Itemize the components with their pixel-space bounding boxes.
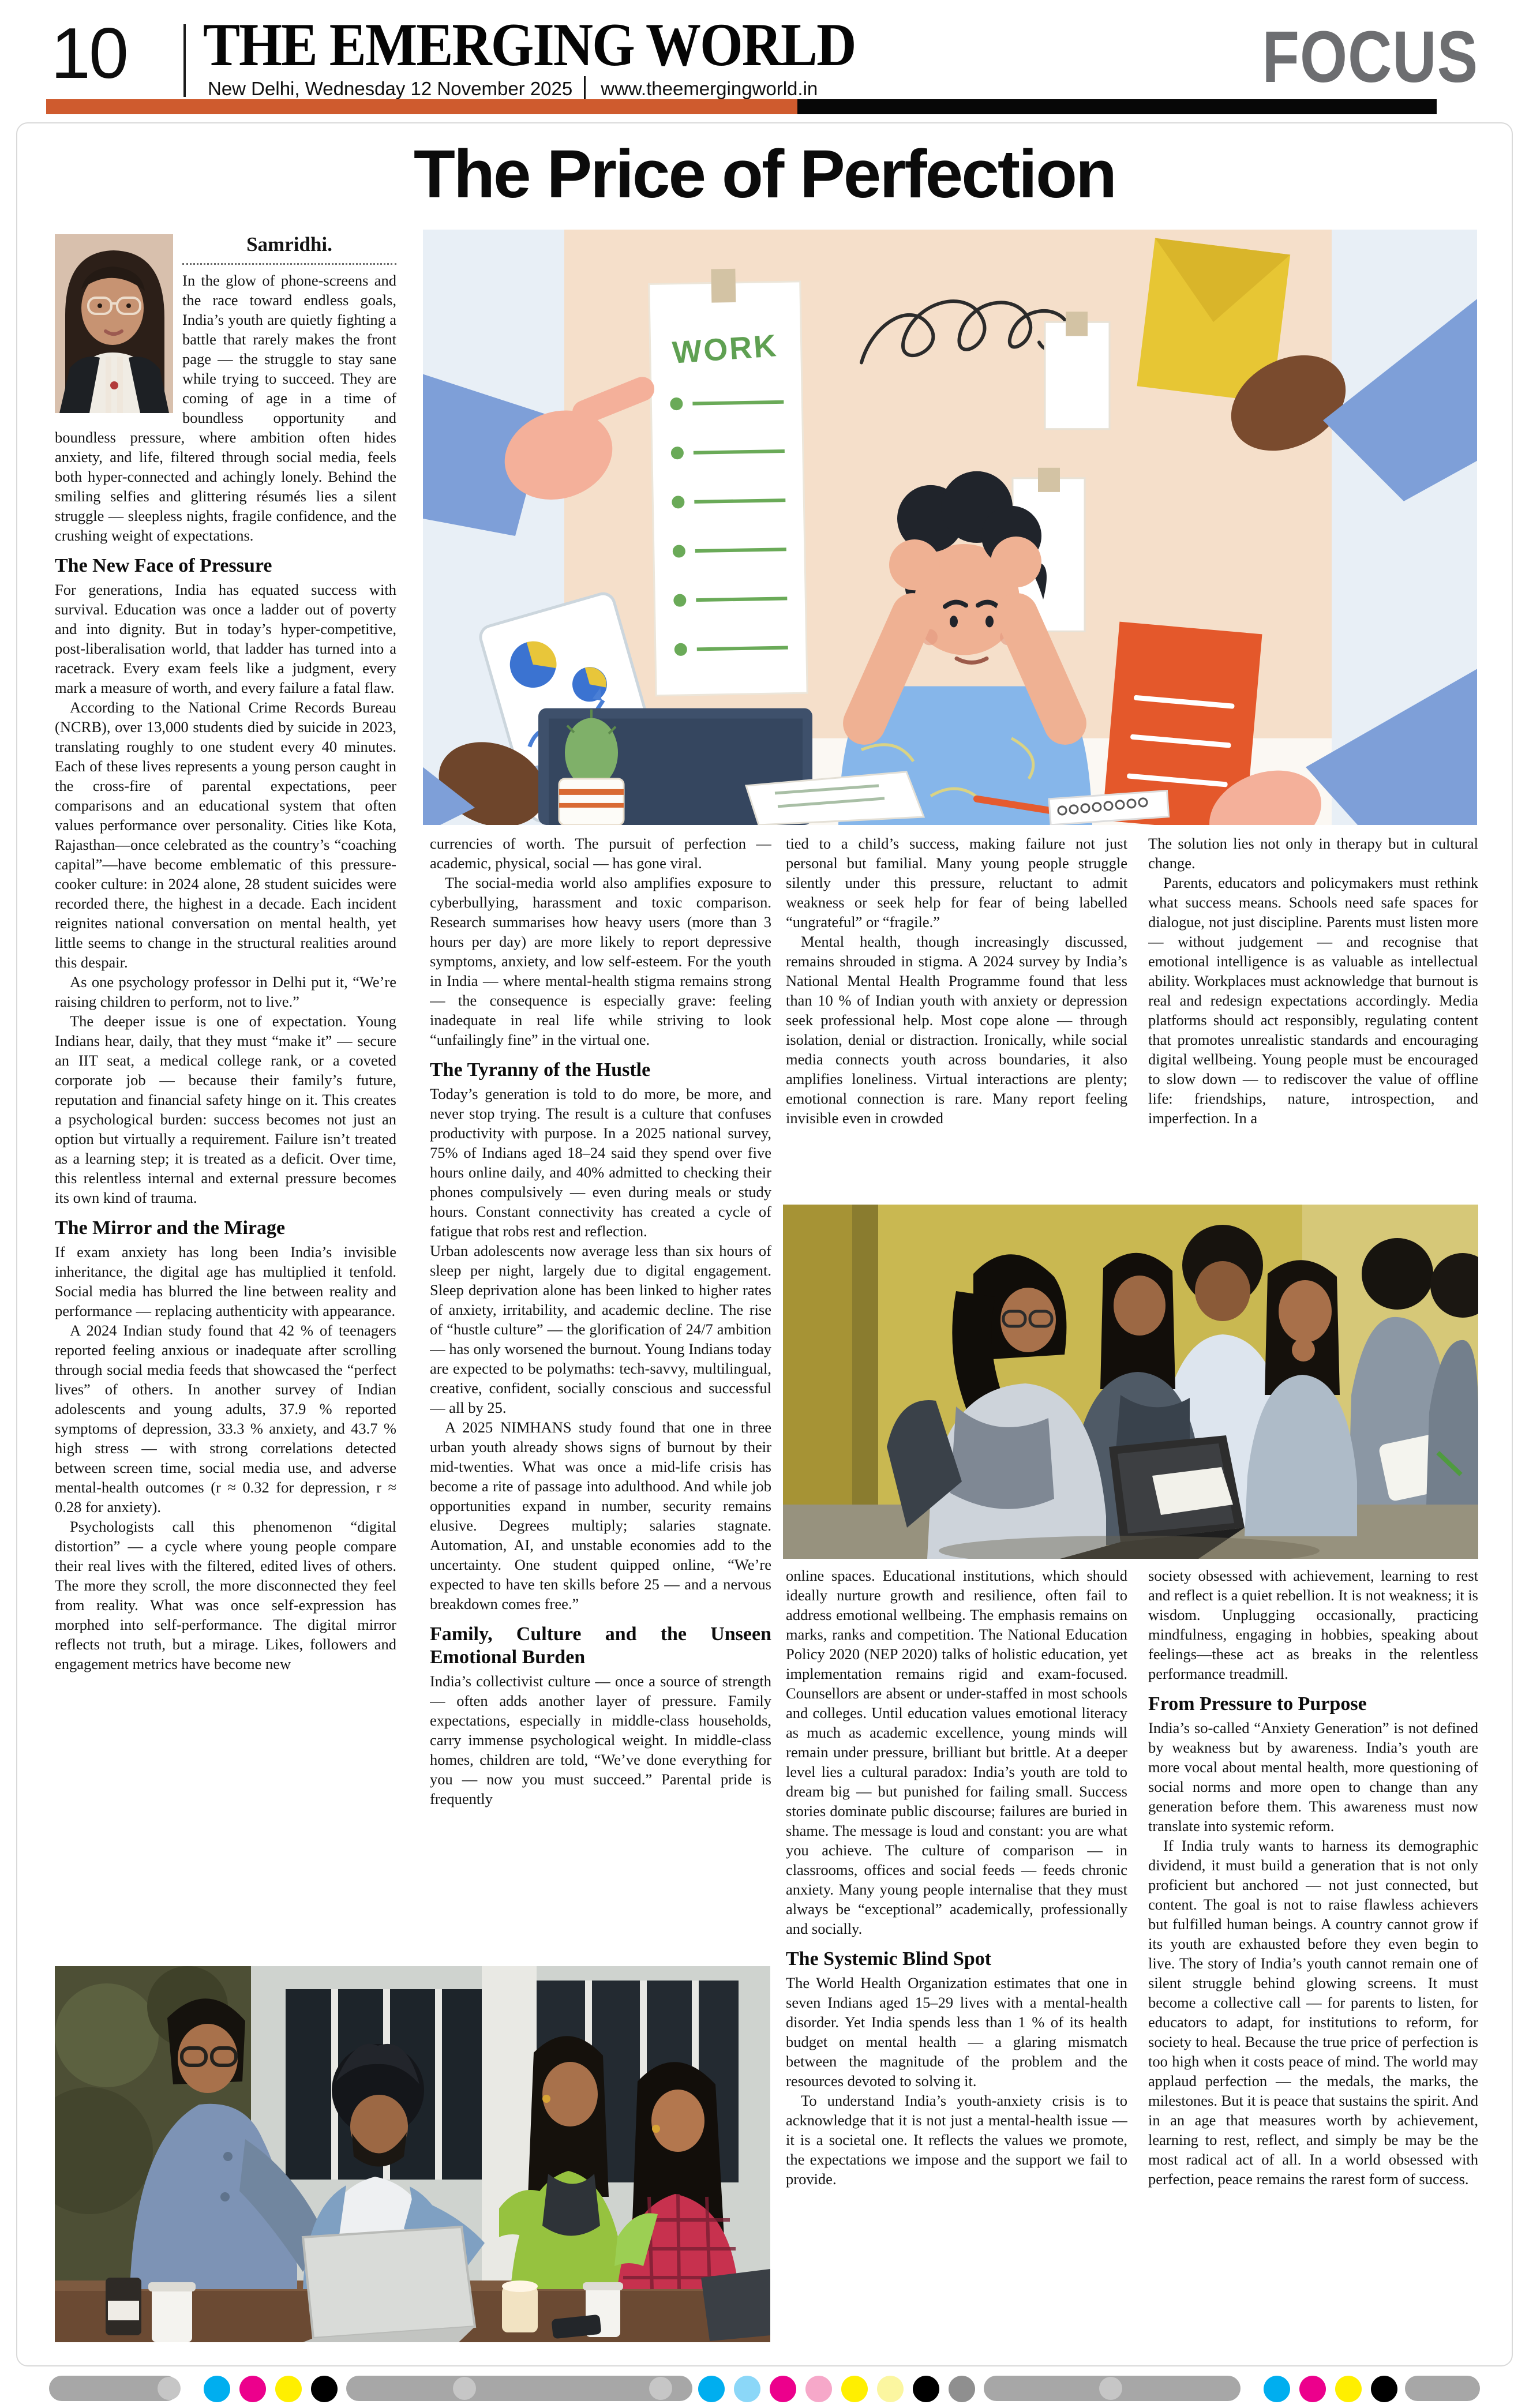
column-2 bbox=[430, 834, 771, 1960]
paragraph: If India truly wants to harness its demographic dividend, it must build a generation that is not only proficient but anchored — not just connected, but content. The goal is not to raise flawless achievers but fulfilled human beings. A country cannot grow if its youth are exhausted before they even begin to live. The story of India’s youth cannot remain one of silent struggle behind glowing screens. It must become a collective call — for parents to listen, for educators to adapt, for institutions to reform, for society to heal. Because the true price of perfection is too high when it costs peace of mind. The world may applaud perfection — the medals, the marks, the milestones. But it is peace that sustains the spirit. And in an age that measures worth by achievement, learning to rest, reflect, and simply be may be the most radical act of all. In a world obsessed with perfection, peace remains the rarest form of success. bbox=[1148, 1837, 1478, 2188]
paragraph: As one psychology professor in Delhi put it, “We’re raising children to perform, not to live.” bbox=[55, 973, 396, 1010]
column-3-upper bbox=[786, 834, 1127, 1201]
paragraph: Psychologists call this phenomenon “digital distortion” — a cycle where young people compare their real lives with the filtered, edited lives of others. The more they scroll, the more disconnected they feel from reality. What was once self-expression has morphed into self-performance. The digital mirror reflects not truth, but a mirage. Likes, followers and engagement metrics have become new bbox=[55, 1518, 396, 1672]
registration-bar bbox=[1405, 2376, 1480, 2401]
registration-dot-cyan bbox=[1264, 2376, 1290, 2402]
paragraph: The deeper issue is one of expectation. Young Indians hear, daily, that they must “make it” — secure an IIT seat, a medical college rank, or a coveted corporate job — because their family’s future, reputation and financial safety hinge on it. This creates a psychological burden: success becomes not just an option but virtually a requirement. Failure isn’t treated as a learning step; it is treated as a deficit. Over time, this relentless internal and external pressure becomes its own kind of trauma. bbox=[55, 1012, 396, 1206]
registration-dot-yellow bbox=[1335, 2376, 1362, 2402]
section-heading: The Tyranny of the Hustle bbox=[430, 1059, 651, 1081]
paragraph: The solution lies not only in therapy but in cultural change. bbox=[1148, 835, 1478, 872]
paragraph: For generations, India has equated success with survival. Education was once a ladder out of poverty and into dignity. But in today’s hyper-competitive, post-liberalisation world, that ladder has turned into a racetrack. Every exam feels like a judgment, every mark a measure of worth, and every failure a fatal flaw. bbox=[55, 581, 396, 696]
section-heading: The New Face of Pressure bbox=[55, 555, 272, 576]
dark-laptop-right bbox=[701, 2269, 770, 2341]
paragraph: To understand India’s youth-anxiety crisis is to acknowledge that it is not just a mental-health issue — it is a societal one. It reflects the values we promote, the expectations we impose and the support we fail to provide. bbox=[786, 2092, 1127, 2188]
website-link[interactable]: www.theemergingworld.in bbox=[601, 78, 818, 99]
registration-dot-cyan bbox=[698, 2376, 725, 2402]
paragraph: According to the National Crime Records Bureau (NCRB), over 13,000 students died by suicide in 2023, translating roughly to one student every 40 minutes. Each of these lives represents a young person caught in the cross-fire of parental expectations, peer comparisons and an educational system that often values performance over personality. Cities like Kota, Rajasthan—once celebrated as the country’s “coaching capital”—have become emblematic of this pressure-cooker culture: in 2024 alone, 28 student suicides were recorded there, the highest in a decade. Each incident reignites national conversation on mental health, yet little seems to change in the structural realities around this despair. bbox=[55, 699, 396, 971]
paragraph: The World Health Organization estimates that one in seven Indians aged 15–29 lives with a mental-health disorder. Yet India spends less than 1 % of its health budget on mental health — a glaring mismatch between the magnitude of the problem and the resources devoted to solving it. bbox=[786, 1974, 1127, 2090]
group-laptop-photo bbox=[55, 1966, 770, 2342]
background-students bbox=[1348, 1238, 1478, 1505]
registration-dot-paleyellow bbox=[877, 2376, 904, 2402]
section-heading: The Mirror and the Mirage bbox=[55, 1217, 286, 1239]
dateline: New Delhi, Wednesday 12 November 2025 bbox=[208, 76, 586, 102]
author-byline: Samridhi. bbox=[182, 232, 396, 265]
students-studying-photo bbox=[783, 1205, 1478, 1559]
article-title: The Price of Perfection bbox=[413, 136, 1116, 212]
registration-dot-lightblue bbox=[734, 2376, 760, 2402]
work-label: WORK bbox=[671, 328, 780, 370]
registration-circle bbox=[158, 2377, 181, 2400]
registration-dot-cyan bbox=[204, 2376, 230, 2402]
registration-dot-magenta bbox=[239, 2376, 266, 2402]
registration-dot-black bbox=[311, 2376, 338, 2402]
registration-dot-yellow bbox=[841, 2376, 868, 2402]
header-orange-bar bbox=[46, 99, 797, 114]
paragraph: A 2024 Indian study found that 42 % of teenagers reported feeling anxious or inadequate after scrolling through social media feeds that showcased the “perfect lives” of others. In another survey of Indian adolescents and young adults, 37.9 % reported symptoms of depression, 33.3 % anxiety, and 43.7 % high stress — with strong correlations detected between screen time, social media use, and adverse mental-health outcomes (r ≈ 0.32 for depression, r ≈ 0.28 for anxiety). bbox=[55, 1322, 396, 1516]
cactus-pot bbox=[559, 710, 624, 825]
section-label: FOCUS bbox=[1262, 16, 1478, 97]
paragraph: society obsessed with achievement, learning to rest and reflect is a quiet rebellion. It is not weakness; it is wisdom. Unplugging occasionally, practicing mindfulness, engaging in hobbies, speaking about feelings—these act as breaks in the relentless performance treadmill. bbox=[1148, 1567, 1478, 1682]
paragraph: Parents, educators and policymakers must rethink what success means. Schools need safe spaces for dialogue, not just discipline. Parents must listen more — without judgement — and recognise that emotional intelligence is as valuable as intellectual ability. Workplaces must acknowledge that burnout is real and redesign expectations accordingly. Media platforms should act responsibly, regulating content that promotes unrealistic standards and encouraging digital wellbeing. Young people must be encouraged to slow down — to rediscover the value of offline life: friendships, nature, introspection, and imperfection. In a bbox=[1148, 874, 1478, 1127]
paragraph: currencies of worth. The pursuit of perfection — academic, physical, social — has gone viral. bbox=[430, 835, 771, 872]
registration-circle bbox=[649, 2377, 672, 2400]
registration-circle bbox=[1099, 2377, 1122, 2400]
top-illustration bbox=[423, 230, 1477, 825]
paragraph: Today’s generation is told to do more, be more, and never stop trying. The result is a culture that confuses productivity with purpose. In a 2025 national survey, 75% of Indians aged 18–24 said they spend over five hours online daily, and 40% admitted to checking their phones compulsively — even during meals or study hours. Constant connectivity has created a cycle of fatigue that robs rest and reflection. bbox=[430, 1085, 771, 1240]
registration-dot-pink bbox=[805, 2376, 832, 2402]
registration-dot-magenta bbox=[770, 2376, 796, 2402]
header-divider bbox=[183, 24, 186, 97]
author-photo bbox=[55, 234, 173, 413]
paragraph: India’s so-called “Anxiety Generation” is not defined by weakness but by awareness. India’s youth are more vocal about mental health, more questioning of social norms and more open to change than any generation before them. This awareness must now translate into systemic reform. bbox=[1148, 1719, 1478, 1835]
section-heading: Family, Culture and the Unseen Emotional Burden bbox=[430, 1623, 771, 1668]
column-1 bbox=[55, 232, 396, 1963]
header-black-bar bbox=[797, 99, 1437, 114]
paragraph: Mental health, though increasingly discussed, remains shrouded in stigma. A 2024 survey by India’s National Mental Health Programme found that less than 10 % of Indian youth with anxiety or depression seek professional help. Most cope alone — through isolation, denial or distraction. Ironically, while social media connects youth across boundaries, it also amplifies loneliness. Virtual interactions are plenty; emotional connection is rare. Many report feeling invisible even in crowded bbox=[786, 933, 1127, 1127]
registration-dot-black bbox=[1371, 2376, 1397, 2402]
paragraph: India’s collectivist culture — once a source of strength — often adds another layer of pressure. Family expectations, especially in middle-class households, carry immense psychological weight. In middle-class homes, children are told, “We’ve done everything for you — now you must succeed.” Parental pride is frequently bbox=[430, 1672, 771, 1807]
paragraph: tied to a child’s success, making failure not just personal but familial. Many young people struggle silently under this pressure, reluctant to admit weakness or seek help for fear of being labelled “ungrateful” or “fragile.” bbox=[786, 835, 1127, 931]
paragraph: In the glow of phone-screens and the race toward endless goals, India’s youth are quietly fighting a battle that rarely makes the front page — the struggle to stay sane while trying to succeed. They are coming of age in a time of boundless opportunity and boundless pressure, where ambition often hides anxiety, and life, filtered through social media, feels both hyper-connected and achingly lonely. Behind the smiling selfies and glittering résumés lies a silent struggle — sleepless nights, fragile confidence, and the crushing weight of expectations. bbox=[55, 272, 396, 544]
registration-bar bbox=[346, 2376, 692, 2401]
registration-dot-black bbox=[913, 2376, 939, 2402]
registration-dot-yellow bbox=[275, 2376, 302, 2402]
print-registration-strip bbox=[49, 2376, 1480, 2402]
author-portrait-graphic bbox=[55, 234, 173, 413]
registration-circle bbox=[453, 2377, 476, 2400]
column-4-upper bbox=[1148, 834, 1478, 1201]
dateline-row bbox=[208, 76, 818, 102]
column-3-lower bbox=[786, 1566, 1127, 2357]
masthead: THE EMERGING WORLD bbox=[203, 10, 856, 78]
paragraph: A 2025 NIMHANS study found that one in three urban youth already shows signs of burnout by their mid-twenties. What was once a mid-life crisis has become a rite of passage into adulthood. And while job opportunities expand in number, security remains elusive. Degrees multiply; salaries stagnate. Automation, AI, and unstable economies add to the uncertainty. One student quipped online, “We’re expected to have ten skills before 25 — and a nervous breakdown comes free.” bbox=[430, 1419, 771, 1612]
paragraph: The social-media world also amplifies exposure to cyberbullying, harassment and toxic comparison. Research summarises how heavy users (more than 3 hours per day) are more likely to report depressive symptoms, anxiety, and low self-esteem. For the youth in India — where mental-health stigma remains strong — the consequence is especially grave: feeling inadequate in real life while striving to look “unfailingly fine” in the virtual one. bbox=[430, 874, 771, 1048]
work-checklist bbox=[649, 268, 807, 696]
registration-dot-gray bbox=[949, 2376, 975, 2402]
section-heading: From Pressure to Purpose bbox=[1148, 1693, 1367, 1715]
paragraph: online spaces. Educational institutions, which should ideally nurture growth and resilience, often fail to address emotional wellbeing. The emphasis remains on marks, ranks and competition. The National Education Policy 2020 (NEP 2020) talks of holistic education, yet implementation remains rigid and exam-focused. Counsellors are absent or under-staffed in most schools and colleges. Until education values emotional literacy as much as academic excellence, young minds will remain under pressure, brilliant but brittle. At a deeper level lies a cultural paradox: India’s youth are told to dream big — but punished for failing small. Success stories dominate public discourse; failures are buried in shame. The message is loud and constant: you are what you achieve. The culture of comparison — in classrooms, offices and social feeds — feeds chronic anxiety. Many young people internalise that they must always be “exceptional” academically, professionally and socially. bbox=[786, 1567, 1127, 1937]
column-4-lower bbox=[1148, 1566, 1478, 2359]
section-heading: The Systemic Blind Spot bbox=[786, 1948, 992, 1970]
paragraph: If exam anxiety has long been India’s invisible inheritance, the digital age has multiplied it tenfold. Social media has blurred the line between reality and performance — replacing authenticity with appearance. bbox=[55, 1243, 396, 1319]
registration-dot-magenta bbox=[1299, 2376, 1326, 2402]
page-number: 10 bbox=[51, 14, 127, 93]
silver-laptop bbox=[303, 2227, 475, 2342]
paragraph: Urban adolescents now average less than six hours of sleep per night, largely due to digital engagement. Sleep deprivation alone has been linked to higher rates of anxiety, irritability, and academic decline. The rise of “hustle culture” — the glorification of 24/7 ambition — has only worsened the burnout. Young Indians today are expected to be polymaths: tech-savvy, multilingual, creative, confident, socially conscious and successful — all by 25. bbox=[430, 1242, 771, 1416]
